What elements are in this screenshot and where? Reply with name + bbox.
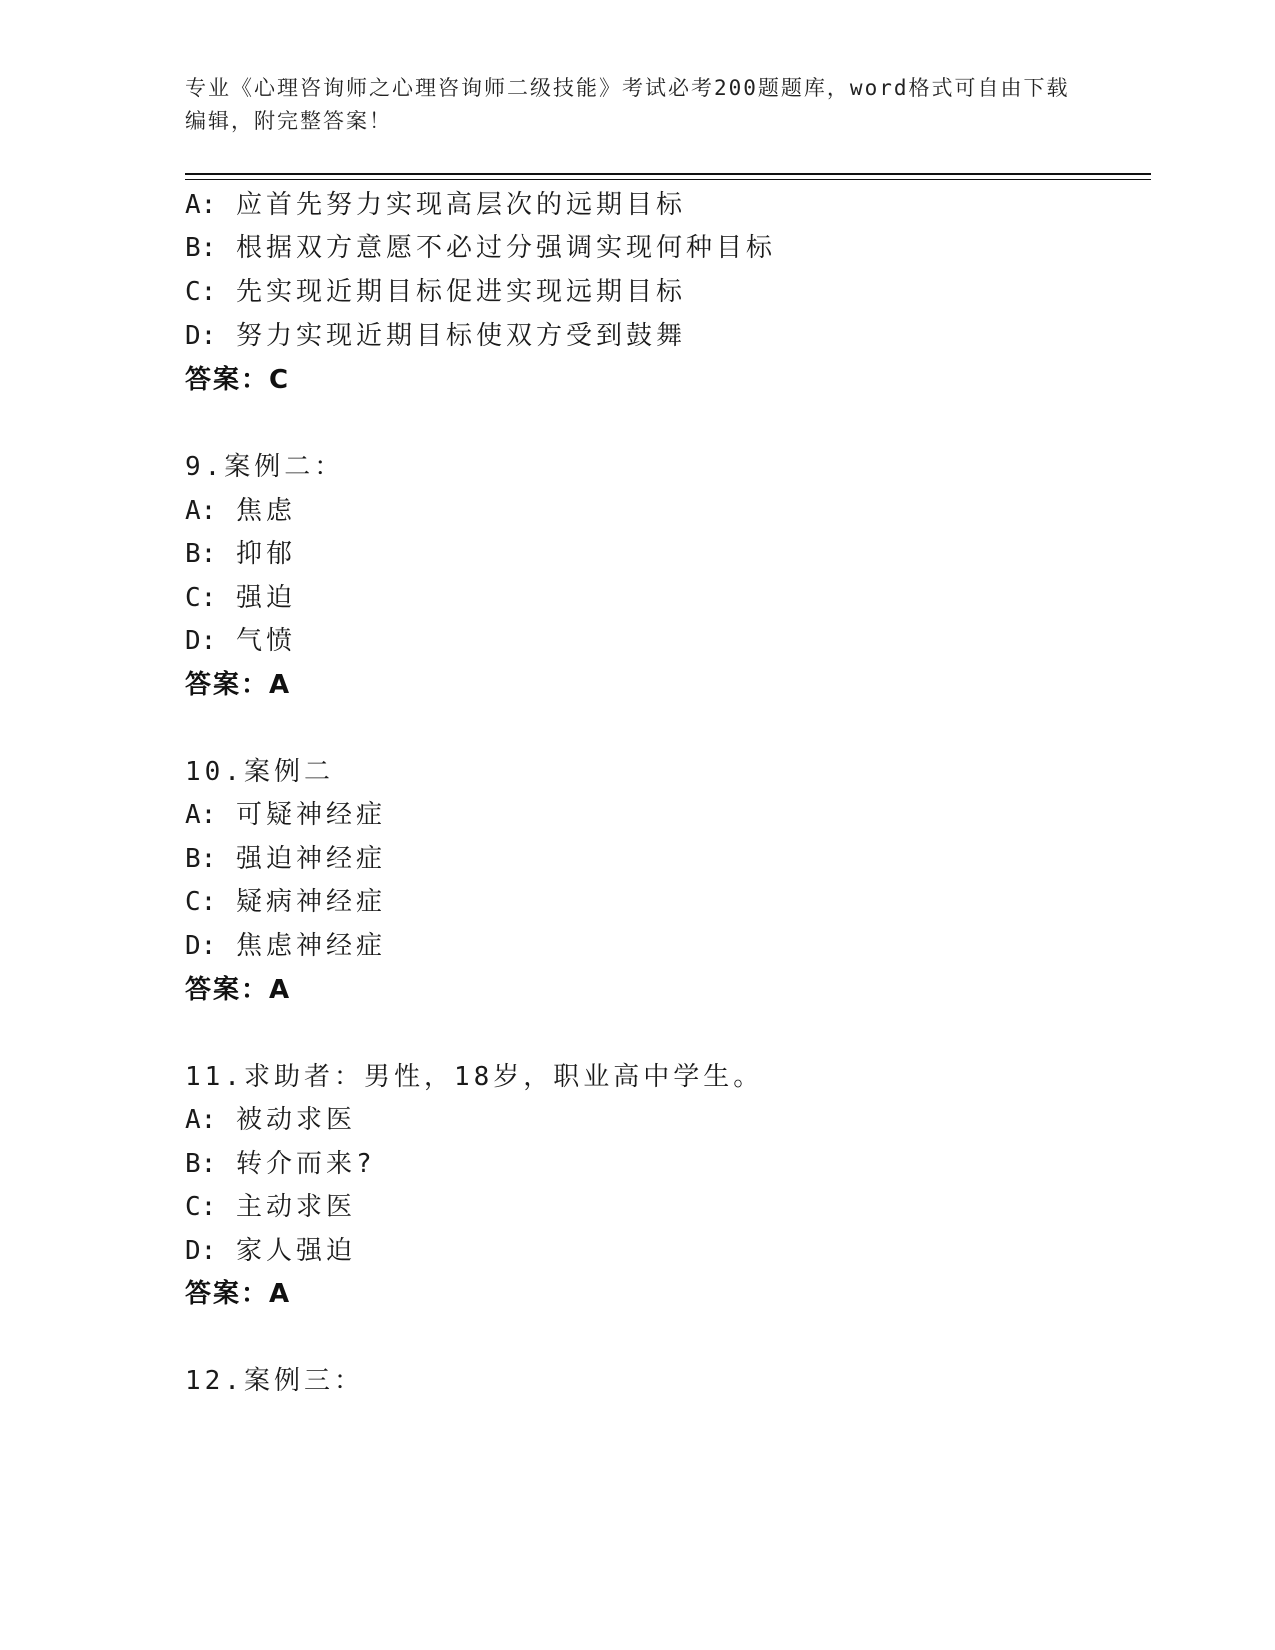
option-a: A: 被动求医: [185, 1105, 356, 1135]
header-divider-thin: [185, 179, 1151, 180]
option-d: D: 家人强迫: [185, 1236, 356, 1266]
answer-line: 答案：A: [185, 975, 292, 1005]
option-d: D: 焦虑神经症: [185, 931, 386, 961]
option-b: B: 强迫神经症: [185, 844, 386, 874]
question-10: 10.案例二: [185, 757, 334, 787]
document-header: 专业《心理咨询师之心理咨询师二级技能》考试必考200题题库，word格式可自由下载编辑，附完整答案！: [185, 76, 1070, 133]
option-d: D: 气愤: [185, 626, 296, 656]
question-11: 11.求助者：男性，18岁，职业高中学生。: [185, 1062, 764, 1092]
option-c: C: 强迫: [185, 583, 296, 613]
question-9: 9.案例二：: [185, 452, 345, 482]
option-a: A: 应首先努力实现高层次的远期目标: [185, 190, 686, 220]
answer-line: 答案：A: [185, 670, 292, 700]
question-12: 12.案例三：: [185, 1366, 364, 1396]
option-b: B: 转介而来?: [185, 1149, 376, 1179]
option-b: B: 根据双方意愿不必过分强调实现何种目标: [185, 233, 776, 263]
option-c: C: 主动求医: [185, 1192, 356, 1222]
option-b: B: 抑郁: [185, 539, 296, 569]
option-a: A: 可疑神经症: [185, 800, 386, 830]
option-d: D: 努力实现近期目标使双方受到鼓舞: [185, 321, 686, 351]
option-a: A: 焦虑: [185, 496, 296, 526]
header-divider-thick: [185, 173, 1151, 175]
answer-line: 答案：A: [185, 1279, 292, 1309]
answer-line: 答案：C: [185, 365, 291, 395]
option-c: C: 先实现近期目标促进实现远期目标: [185, 277, 686, 307]
option-c: C: 疑病神经症: [185, 887, 386, 917]
